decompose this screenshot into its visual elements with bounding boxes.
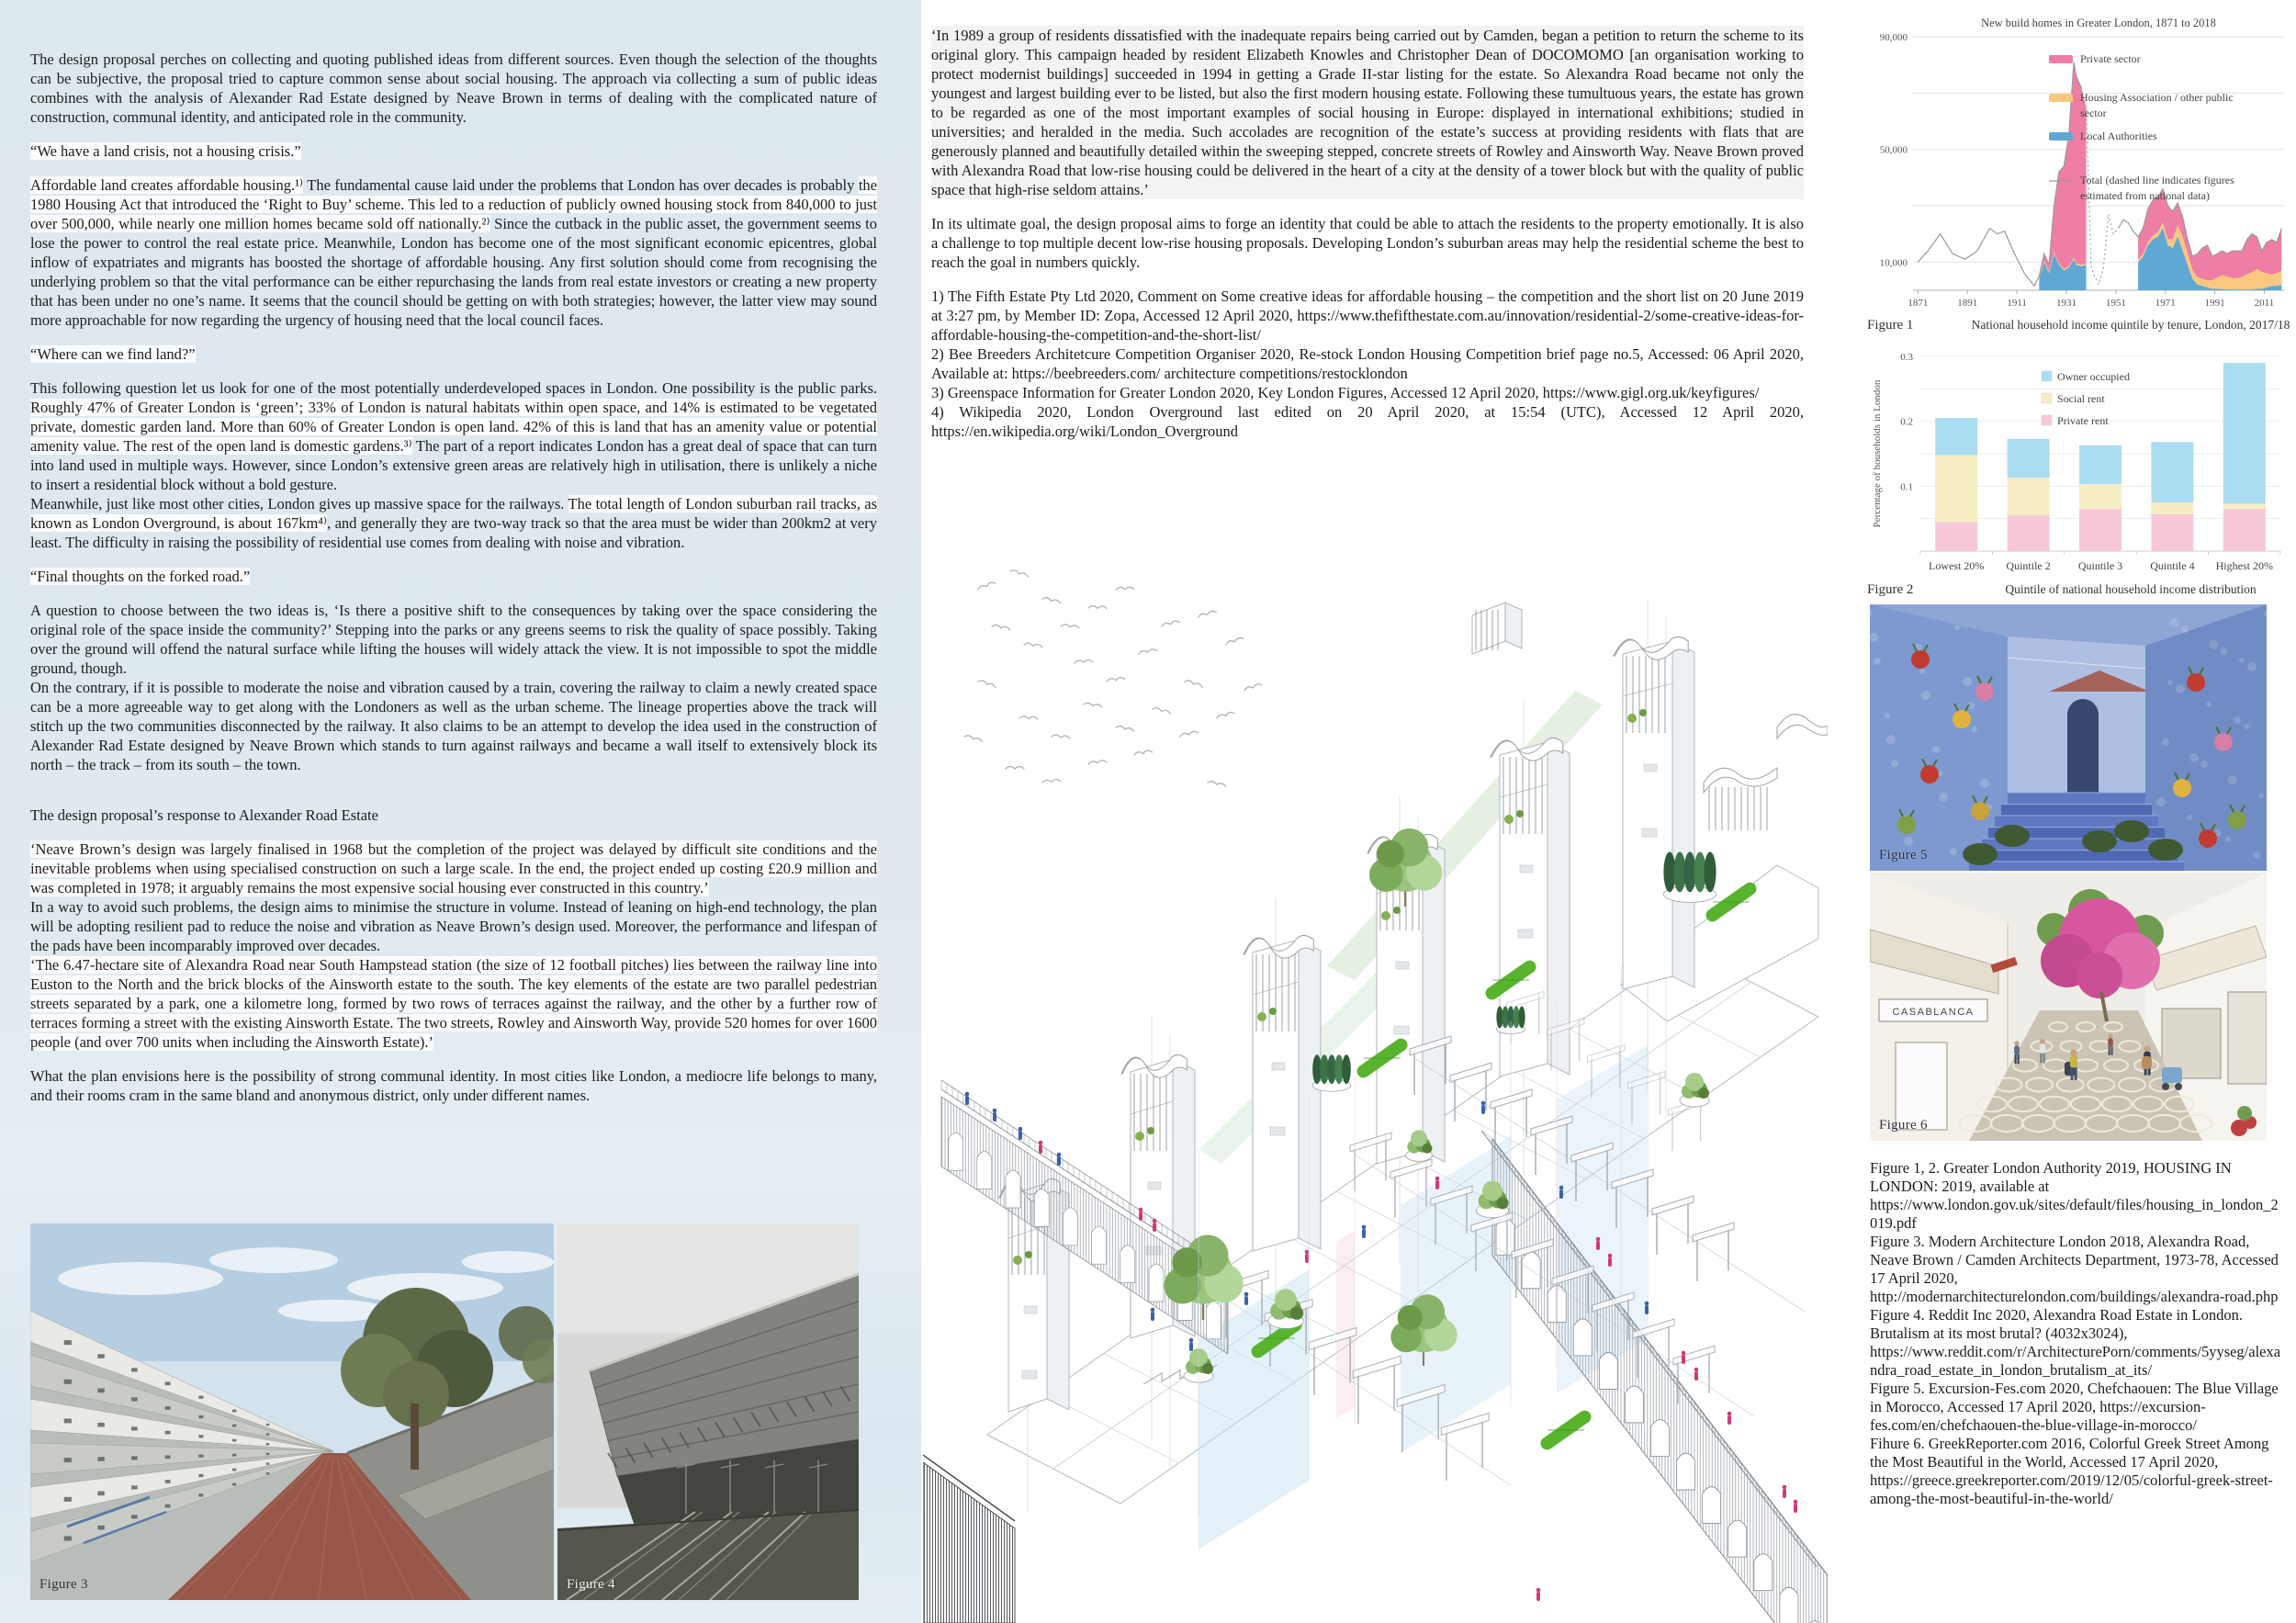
left-text: Roughly 47% of Greater London is ‘green’; 33% of London is natural habitats within open space, and 14% is estimated to be vegetated private, domestic garden land. More than 60% of Greater London is open land. 42% of this is land that has an amenity value or potential amenity value. The rest of the open land is domestic gardens.³⁾	[30, 399, 877, 455]
figure-1-caption-label: Figure 1	[1867, 318, 1914, 332]
svg-text:New build homes in Greater Lon: New build homes in Greater London, 1871 to 2018	[1981, 17, 2216, 29]
svg-text:2011: 2011	[2254, 298, 2275, 309]
svg-text:estimated from national data): estimated from national data)	[2080, 189, 2210, 202]
left-block-2	[30, 175, 877, 330]
left-text: the 1980 Housing Act that introduced the ‘Right to Buy’ scheme. This led to a reduction of publicly owned housing stock from 840,000 to just over 500,000, while nearly one million homes became sold off nationally.²⁾	[30, 176, 877, 232]
svg-text:0.2: 0.2	[1900, 416, 1913, 428]
svg-text:Quintile 3: Quintile 3	[2077, 559, 2123, 572]
figure-2-caption-row	[1867, 582, 2291, 598]
figure-5-label: Figure 5	[1879, 848, 1928, 862]
middle-block-3	[931, 344, 1804, 383]
svg-text:Highest 20%: Highest 20%	[2215, 559, 2273, 572]
reference-entry-0: Figure 1, 2. Greater London Authority 2019, HOUSING IN LONDON: 2019, available at https://www.london.gov.uk/sites/default/files/housing_in_london_2019.pdf	[1870, 1159, 2279, 1232]
middle-text: ‘In 1989 a group of residents dissatisfied with the inadequate repairs being carried out by Camden, began a petition to return the scheme to its original glory. This campaign headed by resident Elizabeth Knowles and Christopher Dean of DOCOMOMO [an organisation working to protect modernist buildings] succeeded in 1994 in getting a Grade II-star listing for the estate. So Alexandra Road became not only the youngest and largest building ever to be listed, but also the first modern housing estate. Following these tumultuous years, the estate has grown to be regarded as one of the most important examples of social housing in Europe: displayed in international exhibitions; studied in universities; and heralded in the media. Such accolades are recognition of the estate’s success at providing residents with flats that are generously planned and beautifully detailed within the sweeping stepped, concrete streets of Rowley and Ainsworth Way. Neave Brown proved with Alexandra Road that low-rise housing could be delivered in the heart of a city at the density of a tower block but with the quality of public space that high-rise seldom attains.’	[931, 27, 1804, 198]
figure-5-photo	[1870, 604, 2267, 871]
middle-block-5	[931, 402, 1804, 441]
left-column	[0, 0, 921, 1623]
left-text: The fundamental cause laid under the problems that London has over decades is probably	[303, 176, 859, 194]
figure-1-caption-text: National household income quintile by tenure, London, 2017/18	[1971, 318, 2290, 332]
left-text: The part of a report indicates London has a great deal of space that can turn into land used in multiple ways. However, since London’s extensive green areas are relatively high in utilisation, there is unlikely a niche to insert a residential block without a bold gesture.	[30, 437, 877, 493]
middle-column-text	[931, 26, 1804, 441]
svg-text:CASABLANCA: CASABLANCA	[1892, 1007, 1975, 1018]
svg-text:1971: 1971	[2155, 298, 2176, 309]
svg-text:Quintile 2: Quintile 2	[2006, 559, 2051, 572]
middle-block-1	[931, 214, 1804, 272]
svg-text:1991: 1991	[2204, 298, 2225, 309]
middle-text: 1) The Fifth Estate Pty Ltd 2020, Comment on Some creative ideas for affordable housing – the competition and the short list on 20 June 2019 at 3:27 pm, by Member ID: Zopa, Accessed 12 April 2020, https://www.thefifthestate.com.au/innovation/residential-2/some-creative-ideas-for-affordable-housing-the-competition-and-the-short-list/	[931, 287, 1804, 344]
svg-text:Private rent: Private rent	[2057, 414, 2109, 427]
left-text: In a way to avoid such problems, the design aims to minimise the structure in volume. Instead of leaning on high-end technology, the plan will be adopting resilient pad to reduce the noise and vibration as Neave Brown’s design used. Moreover, the performance and lifespan of the pads have been incomparably improved over decades.	[30, 898, 877, 954]
svg-text:50,000: 50,000	[1879, 144, 1908, 156]
left-block-8	[30, 678, 877, 774]
chart-new-build-homes	[1867, 15, 2291, 318]
figure-4-label: Figure 4	[567, 1577, 615, 1592]
svg-text:Private sector: Private sector	[2080, 52, 2141, 65]
left-text: ‘The 6.47-hectare site of Alexandra Road near South Hampstead station (the size of 12 football pitches) lies between the railway line into Euston to the North and the brick blocks of the Ainsworth estate to the south. The key elements of the estate are two parallel pedestrian streets separated by a park, one a kilometre long, formed by two rows of terraces against the railway, and the other by a further row of terraces forming a street with the existing Ainsworth Estate. The two streets, Rowley and Ainsworth Way, provide 520 homes for over 1600 people (and over 700 units when including the Ainsworth Estate).’	[30, 956, 877, 1051]
axonometric-drawing-svg	[923, 507, 1828, 1623]
svg-text:1891: 1891	[1957, 298, 1978, 309]
svg-text:Owner occupied: Owner occupied	[2057, 370, 2130, 383]
figure-3-photo	[30, 1223, 554, 1600]
left-text: “We have a land crisis, not a housing crisis.”	[30, 142, 301, 160]
figure-6-photo	[1870, 873, 2267, 1141]
svg-text:1911: 1911	[2007, 298, 2027, 309]
figure-3-label: Figure 3	[39, 1577, 88, 1592]
left-block-6	[30, 567, 877, 586]
left-column-text	[30, 50, 877, 1105]
svg-text:Housing Association / other pu: Housing Association / other public	[2080, 91, 2234, 104]
left-block-5	[30, 494, 877, 552]
svg-text:10,000: 10,000	[1879, 257, 1908, 269]
reference-entry-1: Figure 3. Modern Architecture London 2018, Alexandra Road, Neave Brown / Camden Architects Department, 1973-78, Accessed 17 April 2020, http://modernarchitecturelondon.com/buildings/alexandra-road.php	[1870, 1233, 2279, 1305]
left-text: , and generally they are two-way track so that the area must be wider than 200km2 at very least. The difficulty in raising the possibility of residential use comes from dealing with noise and vibration.	[30, 514, 877, 551]
middle-text: 3) Greenspace Information for Greater London 2020, Key London Figures, Accessed 12 April 2020, https://www.gigl.org.uk/keyfigures/	[931, 384, 1760, 401]
left-text: “Final thoughts on the forked road.”	[30, 568, 251, 585]
left-text: “Where can we find land?”	[30, 345, 196, 363]
svg-text:Quintile 4: Quintile 4	[2150, 559, 2195, 572]
svg-text:0.1: 0.1	[1900, 481, 1913, 493]
left-text: The design proposal’s response to Alexander Road Estate	[30, 806, 378, 824]
left-block-9	[30, 806, 877, 825]
svg-text:90,000: 90,000	[1879, 32, 1908, 43]
right-column	[1840, 0, 2296, 1623]
svg-text:Social rent: Social rent	[2057, 392, 2105, 405]
middle-block-0	[931, 26, 1804, 199]
figure-6-label: Figure 6	[1879, 1118, 1928, 1133]
middle-text: 4) Wikipedia 2020, London Overground last edited on 20 April 2020, at 15:54 (UTC), Accessed 12 April 2020, https://en.wikipedia.org/wiki/London_Overground	[931, 403, 1804, 440]
left-block-10	[30, 840, 877, 897]
chefchaouen-blue-village-photo	[1870, 604, 2267, 871]
left-block-13	[30, 1066, 877, 1105]
left-block-4	[30, 378, 877, 494]
svg-text:sector: sector	[2080, 107, 2107, 119]
middle-text: In its ultimate goal, the design proposal aims to forge an identity that could be able to attach the residents to the property emotionally. It is also a challenge to top multiple decent low-rise housing proposals. Developing London’s suburban areas may help the residential scheme the best to reach the goal in numbers quickly.	[931, 215, 1804, 271]
figure-references	[1870, 1159, 2285, 1508]
greek-street-photo	[1870, 873, 2267, 1141]
left-text: The design proposal perches on collecting and quoting published ideas from different sources. Even though the selection of the thoughts can be subjective, the proposal tried to capture common sense about social housing. The approach via collecting a sum of public ideas combines with the analysis of Alexander Rad Estate designed by Neave Brown in terms of dealing with the complicated nature of construction, communal identity, and anticipated role in the community.	[30, 51, 877, 126]
left-block-3	[30, 344, 877, 364]
reference-entry-3: Figure 5. Excursion-Fes.com 2020, Chefchaouen: The Blue Village in Morocco, Accessed 17 April 2020, https://excursion-fes.com/en/chefchaouen-the-blue-village-in-morocco/	[1870, 1380, 2279, 1434]
left-text: This following question let us look for one of the most potentially underdeveloped spaces in London. One possibility is the public parks.	[30, 379, 877, 397]
railway-estate-photo	[557, 1223, 859, 1600]
svg-text:1931: 1931	[2055, 298, 2077, 309]
middle-block-4	[931, 383, 1804, 402]
left-text: Meanwhile, just like most other cities, London gives up massive space for the railways.	[30, 495, 568, 513]
left-text: Since the cutback in the public asset, the government seems to lose the power to control the real estate price. Meanwhile, London has become one of the most significant economic epicentres, global inflow of expatriates and migrants has boosted the shortage of affordable housing. Any first solution should come from recognising the underlying problem so that the vital performance can be either repurchasing the lands from real estate investors or creating a new property that has been under no one’s name. It seems that the council should be getting on with both strategies; however, the latter view may sound more approachable for now regarding the urgency of housing need that the local council faces.	[30, 215, 877, 329]
middle-text: 2) Bee Breeders Architetcure Competition Organiser 2020, Re-stock London Housing Competition brief page no.5, Accessed: 06 April 2020, Available at: https://beebreeders.com/ architecture competitions/restocklondon	[931, 345, 1804, 382]
left-block-11	[30, 897, 877, 955]
svg-text:1871: 1871	[1908, 298, 1929, 309]
figure-2-caption-text: Quintile of national household income distribution	[2005, 582, 2257, 596]
reference-entry-4: Fihure 6. GreekReporter.com 2016, Colorful Greek Street Among the Most Beautiful in the World, Accessed 17 April 2020, https://greece.greekreporter.com/2019/12/05/colorful-greek-street-among-the-most-beautiful-in-the-world/	[1870, 1435, 2273, 1507]
chart-income-quintile	[1867, 342, 2291, 582]
axonometric-drawing	[923, 507, 1828, 1623]
svg-text:Local Authorities: Local Authorities	[2080, 130, 2157, 142]
left-text: On the contrary, if it is possible to moderate the noise and vibration caused by a train, covering the railway to claim a newly created space can be a more agreeable way to get along with the Londoners as well as the urban scheme. The lineage properties above the track will stitch up the two communities disconnected by the railway. It also claims to be an attempt to develop the idea used in the construction of Alexander Rad Estate designed by Neave Brown which stands to turn against railways and became a wall itself to extensively block its north – the track – from its south – the town.	[30, 679, 877, 773]
left-block-7	[30, 601, 877, 678]
left-text: Affordable land creates affordable housing.¹⁾	[30, 176, 304, 194]
figure-2-caption-label: Figure 2	[1867, 582, 1914, 597]
reference-entry-2: Figure 4. Reddit Inc 2020, Alexandra Road Estate in London. Brutalism at its most brutal? (4032x3024), https://www.reddit.com/r/ArchitecturePorn/comments/5yyseg/alexandra_road_estate_in_london_brutalism_at_its/	[1870, 1306, 2281, 1379]
middle-column	[921, 0, 1840, 1623]
left-block-12	[30, 955, 877, 1052]
svg-text:Percentage of households in Lo: Percentage of households in London	[1872, 379, 1883, 528]
svg-text:Total (dashed line indicates f: Total (dashed line indicates figures	[2080, 174, 2234, 186]
figure-4-photo	[557, 1223, 859, 1600]
middle-block-2	[931, 287, 1804, 344]
left-block-1	[30, 141, 877, 161]
left-text: What the plan envisions here is the possibility of strong communal identity. In most cities like London, a mediocre life belongs to many, and their rooms cram in the same bland and anonymous district, only under different names.	[30, 1067, 877, 1104]
svg-text:0.3: 0.3	[1900, 352, 1913, 363]
left-block-0	[30, 50, 877, 127]
left-text: The total length of London suburban rail tracks, as known as London Overground, is about 167km⁴⁾	[30, 495, 877, 532]
svg-text:Lowest 20%: Lowest 20%	[1929, 559, 1985, 572]
alexandra-road-street-photo	[30, 1223, 554, 1600]
left-text: ‘Neave Brown’s design was largely finalised in 1968 but the completion of the project was delayed by difficult site conditions and the inevitable problems when using specialised construction on such a large scale. In the end, the project ended up costing £20.9 million and was completed in 1978; it arguably remains the most expensive social housing ever constructed in this country.’	[30, 840, 877, 896]
svg-text:1951: 1951	[2105, 298, 2126, 309]
left-text: A question to choose between the two ideas is, ‘Is there a positive shift to the consequences by taking over the space considering the original role of the space inside the community?’ Stepping into the parks or any greens seems to risk the quality of space possibly. Taking over the ground will offend the natural surface while lifting the houses will widely attack the view. It is not impossible to spot the middle ground, though.	[30, 602, 877, 677]
figure-1-caption-row	[1867, 318, 2291, 333]
